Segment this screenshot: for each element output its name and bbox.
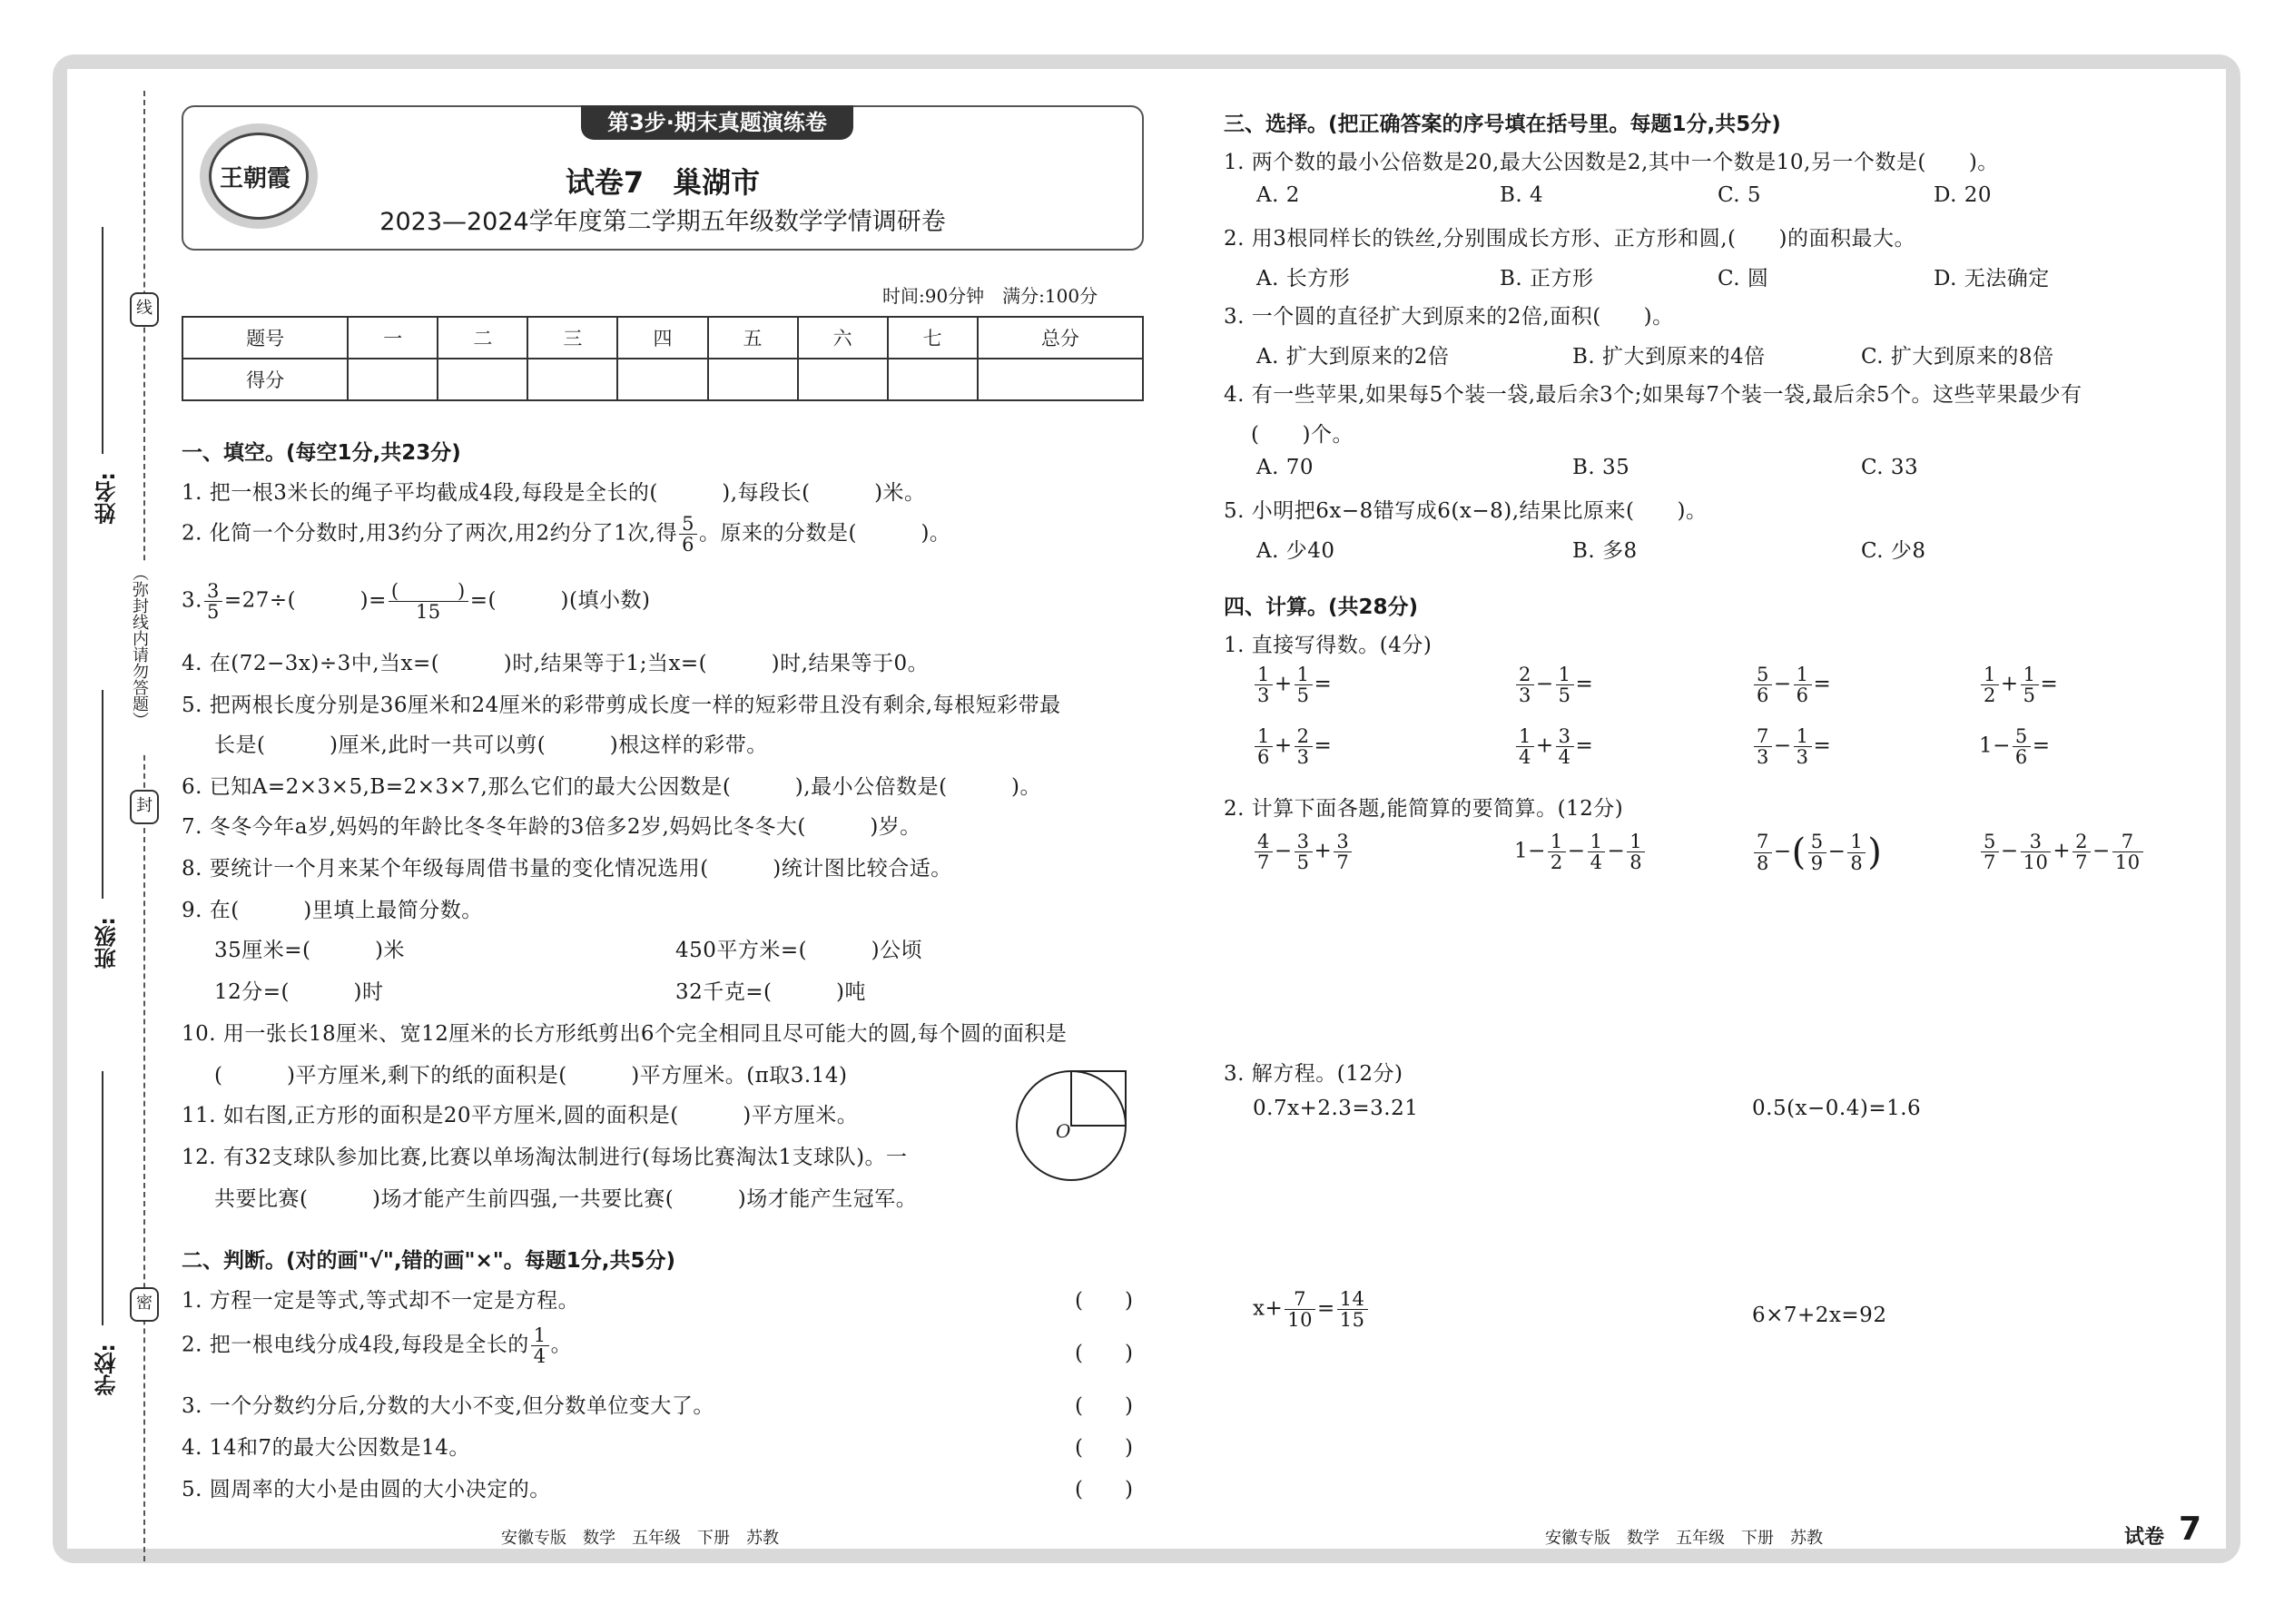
seal-mark: 封 bbox=[130, 790, 159, 824]
s1-q1: 1. 把一根3米长的绳子平均截成4段,每段是全长的( ),每段长( )米。 bbox=[182, 481, 926, 505]
center-label: O bbox=[1056, 1120, 1071, 1142]
calc-item: $\frac{2}{3}$ − $\frac{1}{5}$ = bbox=[1514, 664, 1593, 705]
s1-q8: 8. 要统计一个月来某个年级每周借书量的变化情况选用( )统计图比较合适。 bbox=[182, 857, 952, 881]
s1-q9: 9. 在( )里填上最简分数。 bbox=[182, 899, 483, 922]
score-row bbox=[182, 359, 1143, 400]
s1-q7: 7. 冬冬今年a岁,妈妈的年龄比冬冬年龄的3倍多2岁,妈妈比冬冬大( )岁。 bbox=[182, 815, 921, 839]
equation: x+ $\frac{7}{10}$ = $\frac{14}{15}$ bbox=[1253, 1289, 1370, 1330]
answer-paren[interactable]: ( ) bbox=[1075, 1436, 1133, 1460]
s2-q4: 4. 14和7的最大公因数是14。 bbox=[182, 1436, 470, 1460]
s1-q10a: 10. 用一张长18厘米、宽12厘米的长方形纸剪出6个完全相同且尽可能大的圆,每个圆的面积是 bbox=[182, 1022, 1068, 1046]
section-2-title: 二、判断。(对的画"√",错的画"×"。每题1分,共5分) bbox=[182, 1249, 676, 1273]
calc-item: $\frac{5}{7}$ − $\frac{3}{10}$ + $\frac{2}{7}$ − $\frac{7}{10}$ bbox=[1979, 832, 2145, 872]
score-row-label: 得分 bbox=[182, 359, 348, 400]
section-3-title: 三、选择。(把正确答案的序号填在括号里。每题1分,共5分) bbox=[1224, 113, 1781, 136]
score-header-cell: 五 bbox=[708, 317, 798, 359]
answer-paren[interactable]: ( ) bbox=[1075, 1289, 1133, 1313]
answer-paren[interactable]: ( ) bbox=[1075, 1394, 1133, 1418]
s1-q9c: 12分=( )时 bbox=[214, 980, 384, 1004]
binding-note: （弥封线内请勿答题） bbox=[130, 565, 149, 728]
option: D. 20 bbox=[1934, 183, 1993, 207]
fraction: $\frac{5}{6}$ bbox=[679, 514, 697, 555]
s1-q6: 6. 已知A=2×3×5,B=2×3×7,那么它们的最大公因数是( ),最小公倍数是( )。 bbox=[182, 775, 1042, 799]
s3-q2: 2. 用3根同样长的铁丝,分别围成长方形、正方形和圆,( )的面积最大。 bbox=[1224, 227, 1915, 251]
s3-q4b: ( )个。 bbox=[1251, 423, 1354, 447]
score-cell[interactable] bbox=[527, 359, 617, 400]
option: B. 多8 bbox=[1572, 539, 1638, 563]
option: A. 70 bbox=[1256, 456, 1314, 479]
score-cell[interactable] bbox=[888, 359, 978, 400]
s1-q11: 11. 如右图,正方形的面积是20平方厘米,圆的面积是( )平方厘米。 bbox=[182, 1104, 859, 1127]
score-header-cell: 二 bbox=[438, 317, 527, 359]
s4-part3: 3. 解方程。(12分) bbox=[1224, 1062, 1403, 1086]
equation: 0.7x+2.3=3.21 bbox=[1253, 1097, 1419, 1120]
score-header-cell: 总分 bbox=[978, 317, 1143, 359]
s3-q4a: 4. 有一些苹果,如果每5个装一袋,最后余3个;如果每7个装一袋,最后余5个。这些苹果最少有 bbox=[1224, 383, 2082, 407]
calc-item: $\frac{1}{4}$ + $\frac{3}{4}$ = bbox=[1514, 726, 1593, 767]
score-header-row bbox=[182, 317, 1143, 359]
s2-q2: 2. 把一根电线分成4段,每段是全长的 $\frac{1}{4}$ 。 bbox=[182, 1324, 573, 1368]
score-cell[interactable] bbox=[348, 359, 438, 400]
calc-item: $\frac{5}{6}$ − $\frac{1}{6}$ = bbox=[1752, 664, 1831, 705]
score-cell[interactable] bbox=[978, 359, 1143, 400]
score-header-cell: 题号 bbox=[182, 317, 348, 359]
answer-paren[interactable]: ( ) bbox=[1075, 1342, 1133, 1365]
section-1-title: 一、填空。(每空1分,共23分) bbox=[182, 441, 461, 465]
score-table bbox=[182, 316, 1144, 401]
page-number: 7 bbox=[2179, 1511, 2202, 1548]
s1-q5b: 长是( )厘米,此时一共可以剪( )根这样的彩带。 bbox=[214, 733, 768, 757]
s4-part2: 2. 计算下面各题,能简算的要简算。(12分) bbox=[1224, 797, 1624, 821]
s1-q9a: 35厘米=( )米 bbox=[214, 939, 405, 962]
option: C. 5 bbox=[1718, 183, 1762, 207]
option: B. 扩大到原来的4倍 bbox=[1572, 345, 1766, 369]
score-header-cell: 四 bbox=[617, 317, 707, 359]
s3-q1: 1. 两个数的最小公倍数是20,最大公因数是2,其中一个数是10,另一个数是( )。 bbox=[1224, 151, 1999, 174]
line-mark: 线 bbox=[130, 292, 159, 327]
section-4-title: 四、计算。(共28分) bbox=[1224, 595, 1419, 619]
s2-q5: 5. 圆周率的大小是由圆的大小决定的。 bbox=[182, 1478, 551, 1501]
score-header-cell: 一 bbox=[348, 317, 438, 359]
calc-item: $\frac{7}{8}$ −( $\frac{5}{9}$ − $\frac{1}{8}$ ) bbox=[1752, 832, 1882, 873]
s1-q9b: 450平方米=( )公顷 bbox=[675, 939, 923, 962]
s4-part1: 1. 直接写得数。(4分) bbox=[1224, 634, 1433, 657]
s1-q5a: 5. 把两根长度分别是36厘米和24厘米的彩带剪成长度一样的短彩带且没有剩余,每根短彩带最 bbox=[182, 694, 1061, 717]
time-info: 时间:90分钟 满分:100分 bbox=[882, 285, 1098, 307]
score-cell[interactable] bbox=[617, 359, 707, 400]
option: C. 33 bbox=[1861, 456, 1919, 479]
calc-item: $\frac{4}{7}$ − $\frac{3}{5}$ + $\frac{3}{7}$ bbox=[1253, 832, 1354, 872]
name-label: 姓名: bbox=[94, 472, 120, 525]
option: B. 正方形 bbox=[1500, 267, 1594, 290]
s1-q3: 3. $\frac{3}{5}$ =27÷( )= $\frac{( )}{15}$ =( )(填小数) bbox=[182, 580, 651, 624]
score-header-cell: 三 bbox=[527, 317, 617, 359]
s1-q2-text: 2. 化简一个分数时,用3约分了两次,用2约分了1次,得 bbox=[182, 521, 678, 546]
option: A. 2 bbox=[1256, 183, 1300, 207]
square-circle-figure bbox=[1012, 1067, 1130, 1185]
equation: 0.5(x−0.4)=1.6 bbox=[1752, 1097, 1922, 1120]
answer-paren[interactable]: ( ) bbox=[1075, 1478, 1133, 1501]
s1-q9d: 32千克=( )吨 bbox=[675, 980, 866, 1004]
calc-item: $\frac{1}{3}$ + $\frac{1}{5}$ = bbox=[1253, 664, 1332, 705]
option: C. 扩大到原来的8倍 bbox=[1861, 345, 2054, 369]
score-cell[interactable] bbox=[708, 359, 798, 400]
score-header-cell: 七 bbox=[888, 317, 978, 359]
s3-q3: 3. 一个圆的直径扩大到原来的2倍,面积( )。 bbox=[1224, 305, 1674, 329]
calc-item: 1− $\frac{5}{6}$ = bbox=[1979, 725, 2051, 769]
step-banner: 第3步·期末真题演练卷 bbox=[581, 105, 853, 140]
s1-q2-text2: 。原来的分数是( )。 bbox=[698, 521, 951, 546]
calc-item: $\frac{1}{2}$ + $\frac{1}{5}$ = bbox=[1979, 664, 2058, 705]
footer-right: 安徽专版 数学 五年级 下册 苏教 bbox=[1545, 1529, 1823, 1548]
s1-q12b: 共要比赛( )场才能产生前四强,一共要比赛( )场才能产生冠军。 bbox=[214, 1187, 918, 1211]
option: A. 少40 bbox=[1256, 539, 1335, 563]
option: B. 4 bbox=[1500, 183, 1544, 207]
calc-item: $\frac{1}{6}$ + $\frac{2}{3}$ = bbox=[1253, 726, 1332, 767]
class-label: 班级: bbox=[94, 917, 120, 969]
score-cell[interactable] bbox=[798, 359, 888, 400]
exam-title: 试卷7 巢湖市 bbox=[565, 165, 761, 200]
calc-item: $\frac{7}{3}$ − $\frac{1}{3}$ = bbox=[1752, 726, 1831, 767]
s1-q12a: 12. 有32支球队参加比赛,比赛以单场淘汰制进行(每场比赛淘汰1支球队)。一 bbox=[182, 1146, 908, 1169]
footer-left: 安徽专版 数学 五年级 下册 苏教 bbox=[501, 1529, 779, 1548]
equation: 6×7+2x=92 bbox=[1752, 1304, 1887, 1327]
option: D. 无法确定 bbox=[1934, 267, 2050, 290]
secret-mark: 密 bbox=[130, 1287, 159, 1322]
s1-q2 bbox=[182, 514, 950, 555]
exam-subtitle: 2023—2024学年度第二学期五年级数学学情调研卷 bbox=[379, 208, 946, 236]
page-label: 试卷 bbox=[2124, 1526, 2165, 1549]
s1-q4: 4. 在(72−3x)÷3中,当x=( )时,结果等于1;当x=( )时,结果等于0。 bbox=[182, 652, 930, 675]
option: A. 扩大到原来的2倍 bbox=[1256, 345, 1450, 369]
s2-q3: 3. 一个分数约分后,分数的大小不变,但分数单位变大了。 bbox=[182, 1394, 714, 1418]
option: C. 少8 bbox=[1861, 539, 1926, 563]
s2-q1: 1. 方程一定是等式,等式却不一定是方程。 bbox=[182, 1289, 580, 1313]
score-header-cell: 六 bbox=[798, 317, 888, 359]
logo-text: 王朝霞 bbox=[220, 165, 291, 192]
option: B. 35 bbox=[1572, 456, 1630, 479]
calc-item: 1− $\frac{1}{2}$ − $\frac{1}{4}$ − $\frac{1}{8}$ bbox=[1514, 832, 1647, 872]
school-label: 学校: bbox=[94, 1343, 120, 1396]
option: C. 圆 bbox=[1718, 267, 1769, 290]
s3-q5: 5. 小明把6x−8错写成6(x−8),结果比原来( )。 bbox=[1224, 499, 1708, 523]
option: A. 长方形 bbox=[1256, 267, 1351, 290]
score-cell[interactable] bbox=[438, 359, 527, 400]
s1-q10b: ( )平方厘米,剩下的纸的面积是( )平方厘米。(π取3.14) bbox=[214, 1064, 848, 1088]
